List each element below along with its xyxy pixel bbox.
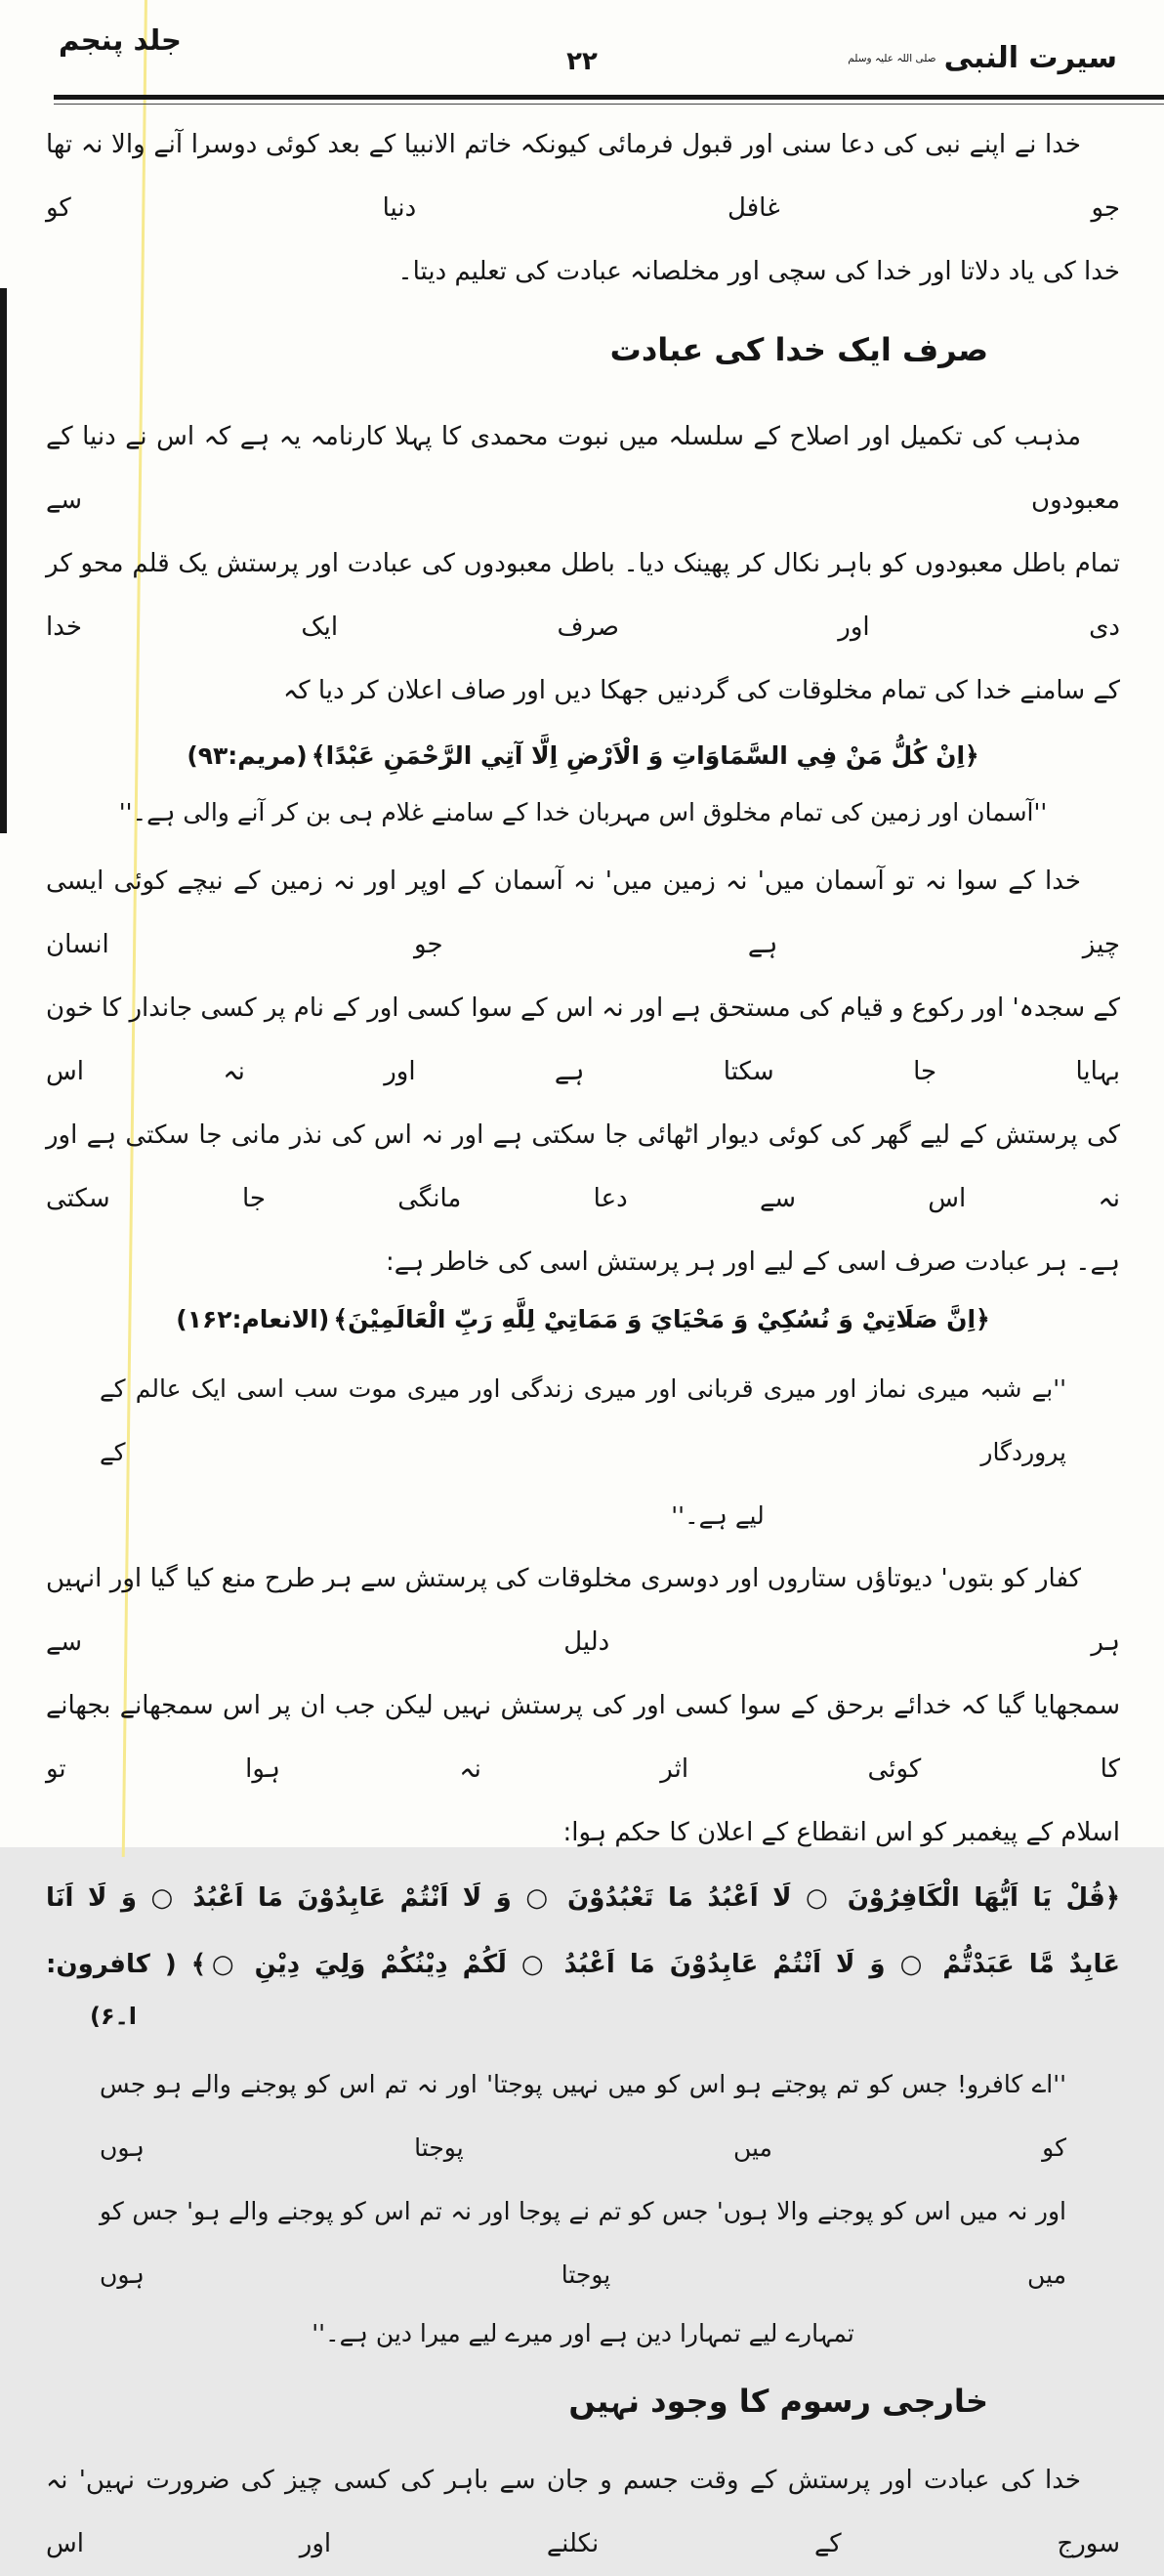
paragraph-first-achievement [46, 405, 1120, 723]
header-rule [54, 95, 1164, 100]
body-line: خدا کی عبادت اور پرستش کے وقت جسم و جان سے باہر کی کسی چیز کی ضرورت نہیں' نہ سورج کے نکلنے اور اس [46, 2466, 1120, 2558]
body-line: خدا نے اپنے نبی کی دعا سنی اور قبول فرمائی کیونکہ خاتم الانبیا کے بعد کوئی دوسرا آنے والا نہ تھا جو غافل دنیا کو [46, 130, 1120, 223]
verse-translation-block [46, 1357, 1120, 1484]
page-number: ۲۲ [566, 47, 598, 76]
paragraph-nothing-worthy [46, 850, 1120, 1294]
volume-label: جلد پنجم [59, 23, 182, 57]
body-line: خدا کے سوا نہ تو آسمان میں' نہ زمین میں' نہ آسمان کے اوپر اور نہ زمین کے نیچے کوئی ایسی چیز ہے جو انسان [46, 866, 1120, 959]
body-line: تمام باطل معبودوں کو باہر نکال کر پھینک دیا۔ باطل معبودوں کی عبادت اور پرستش یک قلم محو کر دی اور صرف ایک خدا [46, 549, 1120, 642]
body-line: کفار کو بتوں' دیوتاؤں ستاروں اور دوسری مخلوقات کی پرستش سے ہر طرح منع کیا گیا اور انہیں ہر دلیل سے [46, 1564, 1120, 1657]
verse-arabic: ﴿اِنَّ صَلَاتِيْ وَ نُسُكِيْ وَ مَحْيَايَ وَ مَمَاتِيْ لِلَّهِ رَبِّ الْعَالَمِيْنَ﴾ [333, 1305, 990, 1333]
verse-reference-continued: ا۔۶) [90, 2003, 137, 2030]
header-rule-shadow [54, 104, 1164, 105]
translation-line: لیے ہے۔'' [671, 1501, 765, 1530]
paragraph-idolaters-warned [46, 1547, 1120, 1865]
quran-verse-anaam [46, 1292, 1120, 1347]
body-line: اسلام کے پیغمبر کو اس انقطاع کے اعلان کا حکم ہوا: [562, 1818, 1120, 1847]
body-line: خدا کی یاد دلاتا اور خدا کی سچی اور مخلصانہ عبادت کی تعلیم دیتا۔ [397, 257, 1120, 286]
book-title-text: سیرت النبی [943, 41, 1117, 75]
body-line: کی پرستش کے لیے گھر کی کوئی دیوار اٹھائی جا سکتی ہے اور نہ اس کی نذر مانی جا سکتی ہے اور نہ اس سے دعا مانگی جا سکتی [46, 1120, 1120, 1213]
body-line: کے سجدہ' اور رکوع و قیام کی مستحق ہے اور نہ اس کے سوا کسی اور کے نام پر کسی جاندار کا خون بہایا جا سکتا ہے اور نہ اس [46, 993, 1120, 1086]
quran-verse-kafirun [46, 1865, 1120, 2035]
body-line: مذہب کی تکمیل اور اصلاح کے سلسلہ میں نبوت محمدی کا پہلا کارنامہ یہ ہے کہ اس نے دنیا کے معبودوں سے [46, 422, 1120, 515]
translation-line: اور نہ میں اس کو پوجنے والا ہوں' جس کو تم نے پوجا اور نہ تم اس کو پوجنے والے ہو' جس کو میں پوجتا ہوں [100, 2197, 1066, 2289]
body-line: ہے۔ ہر عبادت صرف اسی کے لیے اور ہر پرستش اسی کی خاطر ہے: [386, 1247, 1120, 1277]
translation-line: تمہارے لیے تمہارا دین ہے اور میرے لیے میرا دین ہے۔'' [312, 2319, 854, 2347]
body-line: سمجھایا گیا کہ خدائے برحق کے سوا کسی اور کی پرستش نہیں لیکن جب ان پر اس سمجھانے بجھانے کا کوئی اثر نہ ہوا تو [46, 1691, 1120, 1784]
page-body [46, 113, 1120, 2576]
verse-arabic: ﴿اِنْ كُلُّ مَنْ فِي السَّمَاوَاتِ وَ الْاَرْضِ اِلَّا آتِي الرَّحْمَنِ عَبْدًا﴾ [311, 741, 979, 770]
body-line: کے سامنے خدا کی تمام مخلوقات کی گردنیں جھکا دیں اور صاف اعلان کر دیا کہ [282, 676, 1120, 705]
translation-line: ''بے شبہ میری نماز اور میری قربانی اور میری زندگی اور میری موت سب اسی ایک عالم کے پروردگار کے [100, 1374, 1066, 1466]
verse-line: عَابِدٌ مَّا عَبَدْتُّمْ ○ وَ لَا اَنْتُمْ عَابِدُوْنَ مَا اَعْبُدُ ○ لَكُمْ دِيْنُكُمْ وَلِيَ دِيْنِ ○﴾ ( كافرون: [46, 1950, 1120, 1979]
paragraph-worship-needs-nothing [46, 2449, 1120, 2576]
verse-line: ﴿قُلْ يَا اَيُّهَا الْكَافِرُوْنَ ○ لَا اَعْبُدُ مَا تَعْبُدُوْنَ ○ وَ لَا اَنْتُمْ عَابِدُوْنَ مَا اَعْبُدُ ○ وَ لَا اَنَا [46, 1883, 1120, 1913]
salutation-mark: صلی اللہ علیہ وسلم [848, 53, 936, 64]
verse-translation-block [46, 2052, 1120, 2361]
page-edge-shadow [0, 288, 7, 833]
section-heading-one-god: صرف ایک خدا کی عبادت [609, 331, 988, 368]
quran-verse-maryam [46, 729, 1120, 783]
verse-reference: (الانعام:۱۶۲) [176, 1305, 330, 1333]
section-heading-no-rituals: خارجی رسوم کا وجود نہیں [568, 2383, 988, 2420]
verse-translation: ''آسمان اور زمین کی تمام مخلوق اس مہربان خدا کے سامنے غلام ہی بن کر آنے والی ہے۔'' [118, 798, 1048, 826]
paragraph-intro [46, 113, 1120, 304]
verse-reference: (مریم:۹۳) [187, 741, 308, 770]
translation-line: ''اے کافرو! جس کو تم پوجتے ہو اس کو میں نہیں پوجتا' اور نہ تم اس کو پوجنے والے ہو جس کو میں پوجتا ہوں [100, 2070, 1066, 2162]
